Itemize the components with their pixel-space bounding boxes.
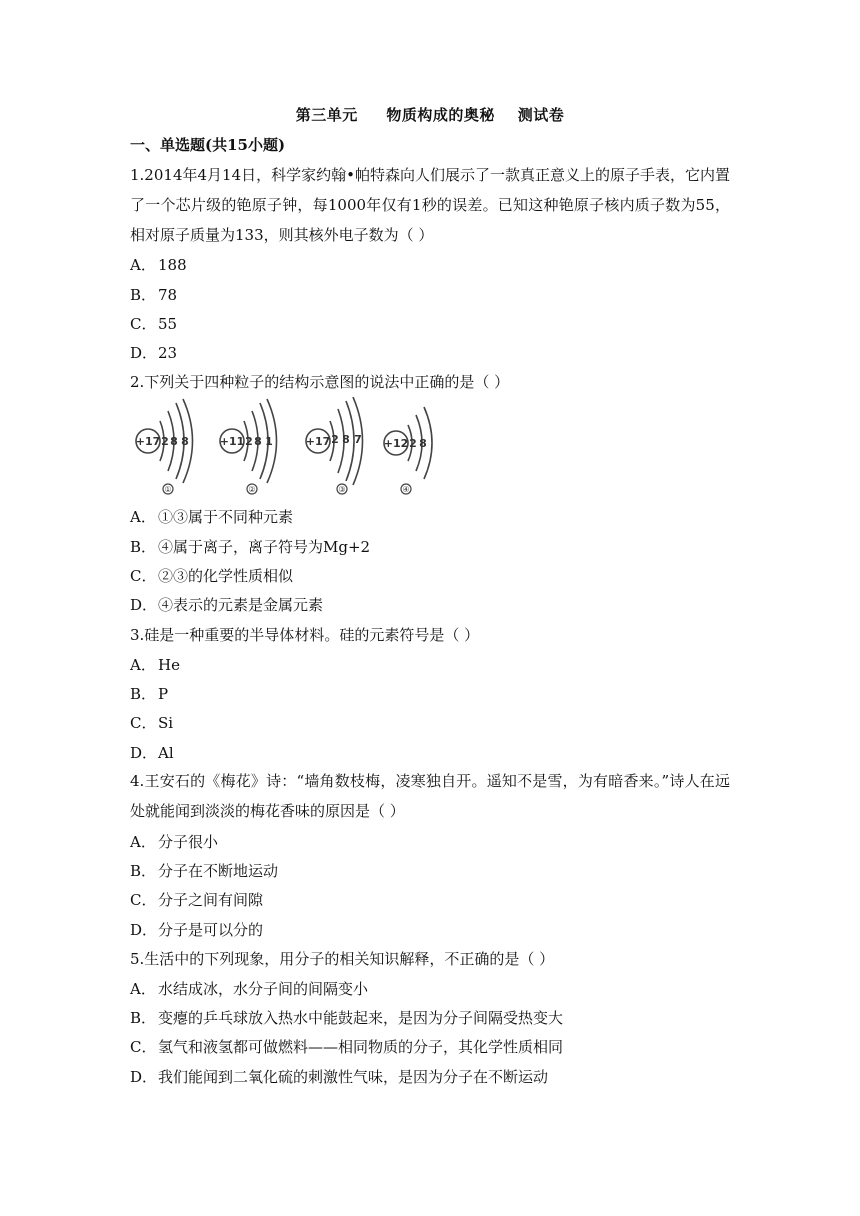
option-letter: B．: [130, 685, 157, 703]
page-title: 第三单元 物质构成的奥秘 测试卷: [295, 106, 565, 124]
option-text: Al: [158, 744, 174, 762]
option-letter: A．: [130, 256, 156, 274]
shell-count: 8: [181, 435, 189, 448]
question-2-stem: 2.下列关于四种粒子的结构示意图的说法中正确的是（ ）: [130, 373, 510, 391]
question-5-stem: 5.生活中的下列现象，用分子的相关知识解释，不正确的是（ ）: [130, 950, 555, 968]
question-5-option-d[interactable]: [130, 1066, 548, 1087]
question-5-option-b[interactable]: [130, 1007, 563, 1028]
option-letter: C．: [130, 567, 157, 585]
option-text: 23: [158, 344, 178, 362]
question-2-option-d[interactable]: [130, 594, 323, 615]
option-text: He: [158, 656, 180, 674]
option-text: 55: [158, 315, 178, 333]
question-5-option-a[interactable]: [130, 978, 368, 999]
option-text: 我们能闻到二氧化硫的刺激性气味，是因为分子在不断运动: [158, 1068, 549, 1086]
option-text: 分子是可以分的: [158, 921, 264, 939]
shell-count: 8: [170, 435, 178, 448]
option-letter: D．: [130, 596, 158, 614]
question-5-option-c[interactable]: [130, 1036, 563, 1057]
question-4-stem: 4.王安石的《梅花》诗：“墙角数枝梅，凌寒独自开。遥知不是雪，为有暗香来。”诗人在远处就能闻到淡淡的梅花香味的原因是（ ）: [130, 772, 730, 820]
question-3-option-b[interactable]: [130, 683, 168, 704]
option-text: ①③属于不同种元素: [158, 508, 294, 526]
shell-count: 2: [161, 435, 169, 448]
shell-count: 8: [254, 435, 262, 448]
option-letter: A．: [130, 508, 156, 526]
option-letter: B．: [130, 1009, 157, 1027]
question-1-stem: 1.2014年4月14日，科学家约翰•帕特森向人们展示了一款真正意义上的原子手表，它内置了一个芯片级的铯原子钟，每1000年仅有1秒的误差。已知这种铯原子核内质子数为55，相对原子质量为133，则其核外电子数为（ ）: [130, 166, 730, 244]
question-1-option-c[interactable]: [130, 313, 177, 334]
nucleus-charge-2: +11: [219, 435, 245, 448]
option-text: 78: [158, 286, 178, 304]
option-letter: C．: [130, 315, 157, 333]
option-text: 水结成冰，水分子间的间隔变小: [158, 980, 369, 998]
option-text: 分子之间有间隙: [158, 891, 264, 909]
option-letter: A．: [130, 980, 156, 998]
question-4-option-d[interactable]: [130, 919, 263, 940]
option-text: ②③的化学性质相似: [158, 567, 294, 585]
option-letter: C．: [130, 1038, 157, 1056]
option-text: Si: [158, 714, 174, 732]
shell-count: 7: [354, 433, 362, 446]
section-heading: 一、单选题(共15小题): [130, 136, 286, 154]
shell-count: 2: [409, 437, 417, 450]
option-letter: B．: [130, 862, 157, 880]
option-text: 分子在不断地运动: [158, 862, 279, 880]
question-1-option-d[interactable]: [130, 342, 177, 363]
option-text: 分子很小: [158, 833, 219, 851]
nucleus-charge-3: +17: [305, 435, 331, 448]
option-letter: C．: [130, 891, 157, 909]
option-letter: D．: [130, 344, 158, 362]
diagram-label-4: ④: [402, 485, 410, 494]
option-text: 变瘪的乒乓球放入热水中能鼓起来，是因为分子间隔受热变大: [158, 1009, 564, 1027]
option-letter: D．: [130, 744, 158, 762]
option-text: ④属于离子，离子符号为Mg+2: [158, 538, 371, 556]
option-letter: A．: [130, 656, 156, 674]
option-text: ④表示的元素是金属元素: [158, 596, 324, 614]
question-3-option-d[interactable]: [130, 742, 174, 763]
nucleus-charge-1: +17: [135, 435, 161, 448]
question-2-option-a[interactable]: [130, 506, 293, 527]
shell-count: 1: [265, 435, 273, 448]
atomic-structure-figure: [128, 397, 458, 497]
shell-count: 2: [331, 433, 339, 446]
question-4-option-b[interactable]: [130, 860, 278, 881]
question-1-option-b[interactable]: [130, 284, 177, 305]
shell-count: 2: [245, 435, 253, 448]
option-letter: A．: [130, 833, 156, 851]
option-letter: D．: [130, 1068, 158, 1086]
option-text: 氢气和液氢都可做燃料——相同物质的分子，其化学性质相同: [158, 1038, 564, 1056]
shell-count: 8: [342, 433, 350, 446]
nucleus-charge-4: +12: [383, 437, 409, 450]
option-letter: B．: [130, 538, 157, 556]
question-3-option-c[interactable]: [130, 712, 173, 733]
question-3-option-a[interactable]: [130, 654, 180, 675]
question-4-option-a[interactable]: [130, 831, 218, 852]
question-3-stem: 3.硅是一种重要的半导体材料。硅的元素符号是（ ）: [130, 626, 480, 644]
diagram-label-3: ③: [338, 485, 346, 494]
shell-count: 8: [419, 437, 427, 450]
question-4-option-c[interactable]: [130, 889, 263, 910]
diagram-label-1: ①: [164, 485, 172, 494]
atomic-structure-diagrams: [128, 397, 458, 497]
option-letter: B．: [130, 286, 157, 304]
option-letter: D．: [130, 921, 158, 939]
question-2-option-b[interactable]: [130, 536, 370, 557]
option-text: 188: [158, 256, 187, 274]
question-1-option-a[interactable]: [130, 254, 187, 275]
diagram-label-2: ②: [248, 485, 256, 494]
option-text: P: [158, 685, 169, 703]
question-2-option-c[interactable]: [130, 565, 293, 586]
option-letter: C．: [130, 714, 157, 732]
